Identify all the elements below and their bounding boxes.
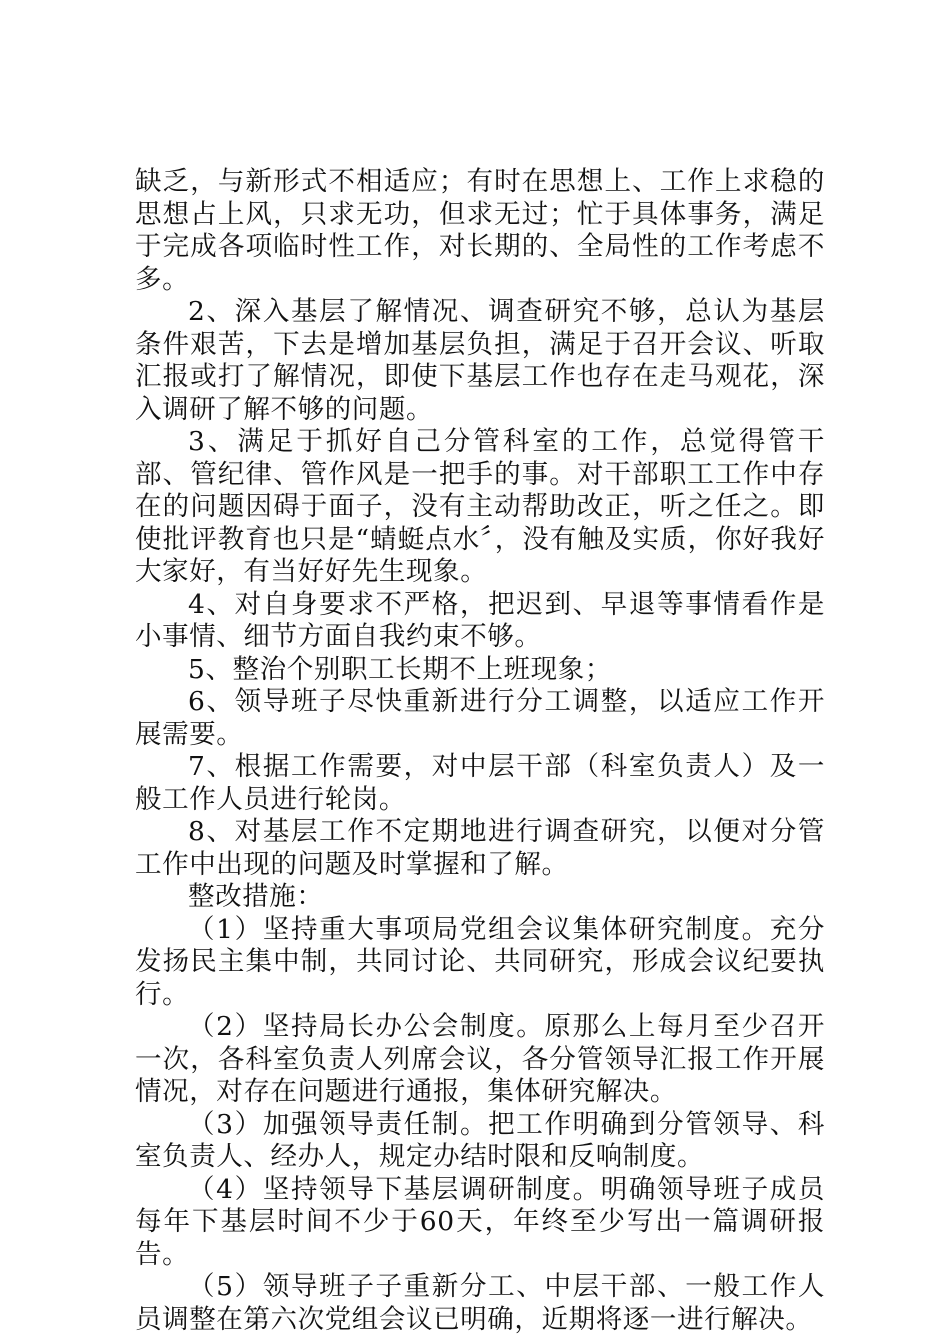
paragraph-item-3: 3、满足于抓好自己分管科室的工作，总觉得管干部、管纪律、管作风是一把手的事。对干部职工工作中存在的问题因碍于面子，没有主动帮助改正，听之任之。即使批评教育也只是“蜻蜓点水〞，没有触及实质，你好我好大家好，有当好好先生现象。: [135, 426, 825, 587]
measure-item-3: （3）加强领导责任制。把工作明确到分管领导、科室负责人、经办人，规定办结时限和反响制度。: [135, 1108, 825, 1172]
paragraph-item-5: 5、整治个别职工长期不上班现象；: [188, 653, 612, 685]
measure-item-4: （4）坚持领导下基层调研制度。明确领导班子成员每年下基层时间不少于60天，年终至少写出一篇调研报告。: [135, 1173, 825, 1270]
section-heading-measures: 整改措施：: [188, 881, 324, 912]
document-body: [135, 166, 825, 1336]
measure-item-2: （2）坚持局长办公会制度。原那么上每月至少召开一次，各科室负责人列席会议，各分管领导汇报工作开展情况，对存在问题进行通报，集体研究解决。: [135, 1011, 825, 1107]
paragraph-item-4: 4、对自身要求不严格，把迟到、早退等事情看作是小事情、细节方面自我约束不够。: [135, 588, 825, 652]
measure-item-1: （1）坚持重大事项局党组会议集体研究制度。充分发扬民主集中制，共同讨论、共同研究，形成会议纪要执行。: [135, 913, 825, 1010]
paragraph-item-7: 7、根据工作需要，对中层干部（科室负责人）及一般工作人员进行轮岗。: [135, 751, 825, 815]
paragraph-item-2: 2、深入基层了解情况、调查研究不够，总认为基层条件艰苦，下去是增加基层负担，满足于召开会议、听取汇报或打了解情况，即使下基层工作也存在走马观花，深入调研了解不够的问题。: [135, 296, 825, 425]
measure-item-5: （5）领导班子子重新分工、中层干部、一般工作人员调整在第六次党组会议已明确，近期将逐一进行解决。: [135, 1271, 825, 1335]
paragraph-item-6: 6、领导班子尽快重新进行分工调整，以适应工作开展需要。: [135, 686, 825, 750]
paragraph-continuation: 缺乏，与新形式不相适应；有时在思想上、工作上求稳的思想占上风，只求无功，但求无过；忙于具体事务，满足于完成各项临时性工作，对长期的、全局性的工作考虑不多。: [135, 166, 825, 295]
paragraph-item-8: 8、对基层工作不定期地进行调查研究，以便对分管工作中出现的问题及时掌握和了解。: [135, 816, 825, 880]
